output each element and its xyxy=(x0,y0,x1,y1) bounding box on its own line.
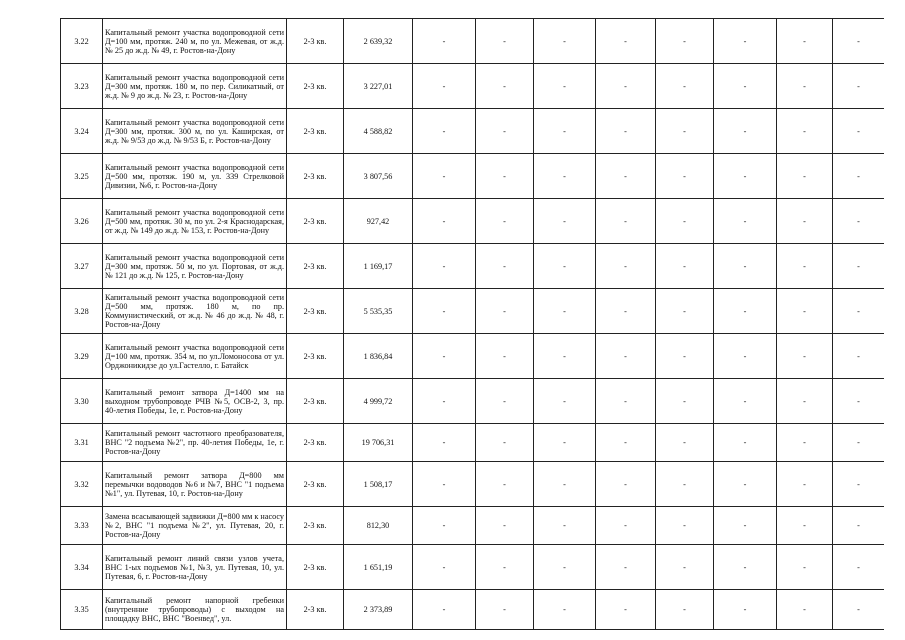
value-cell: - xyxy=(777,545,833,590)
value-cell: - xyxy=(476,109,534,154)
row-number-cell: 3.32 xyxy=(61,462,103,507)
value-cell: - xyxy=(596,462,656,507)
value-cell: - xyxy=(413,64,476,109)
work-description-cell: Капитальный ремонт линий связи узлов учета, ВНС 1-ых подъемов №1, №3, ул. Путевая, 10, ул. Путевая, 6, г. Ростов-на-Дону xyxy=(103,545,287,590)
amount-cell: 3 807,56 xyxy=(344,154,413,199)
value-cell: - xyxy=(476,244,534,289)
value-cell: - xyxy=(534,545,596,590)
value-cell: - xyxy=(656,154,714,199)
value-cell: - xyxy=(413,289,476,334)
amount-cell: 4 999,72 xyxy=(344,379,413,424)
row-number-cell: 3.24 xyxy=(61,109,103,154)
period-cell: 2-3 кв. xyxy=(287,424,344,462)
value-cell: - xyxy=(714,590,777,630)
row-number-cell: 3.30 xyxy=(61,379,103,424)
table-row xyxy=(61,590,885,630)
table-row xyxy=(61,462,885,507)
row-number-cell: 3.35 xyxy=(61,590,103,630)
work-description-cell: Капитальный ремонт затвора Д=800 мм перемычки водоводов №6 и №7, ВНС "1 подъема №1", ул. Путевая, 10, г. Ростов-на-Дону xyxy=(103,462,287,507)
amount-cell: 4 588,82 xyxy=(344,109,413,154)
row-number-cell: 3.31 xyxy=(61,424,103,462)
row-number-cell: 3.25 xyxy=(61,154,103,199)
period-cell: 2-3 кв. xyxy=(287,545,344,590)
value-cell: - xyxy=(777,19,833,64)
value-cell: - xyxy=(413,19,476,64)
value-cell: - xyxy=(413,590,476,630)
value-cell: - xyxy=(476,289,534,334)
value-cell: - xyxy=(714,462,777,507)
value-cell: - xyxy=(656,545,714,590)
value-cell: - xyxy=(714,64,777,109)
value-cell: - xyxy=(534,424,596,462)
period-cell: 2-3 кв. xyxy=(287,109,344,154)
value-cell: - xyxy=(833,289,885,334)
period-cell: 2-3 кв. xyxy=(287,334,344,379)
value-cell: - xyxy=(476,154,534,199)
amount-cell: 5 535,35 xyxy=(344,289,413,334)
value-cell: - xyxy=(596,545,656,590)
value-cell: - xyxy=(534,590,596,630)
amount-cell: 927,42 xyxy=(344,199,413,244)
value-cell: - xyxy=(476,64,534,109)
value-cell: - xyxy=(833,590,885,630)
value-cell: - xyxy=(476,424,534,462)
value-cell: - xyxy=(656,199,714,244)
period-cell: 2-3 кв. xyxy=(287,462,344,507)
amount-cell: 1 836,84 xyxy=(344,334,413,379)
value-cell: - xyxy=(413,334,476,379)
value-cell: - xyxy=(656,334,714,379)
value-cell: - xyxy=(833,379,885,424)
value-cell: - xyxy=(596,154,656,199)
value-cell: - xyxy=(714,379,777,424)
value-cell: - xyxy=(596,199,656,244)
value-cell: - xyxy=(714,334,777,379)
value-cell: - xyxy=(777,244,833,289)
row-number-cell: 3.27 xyxy=(61,244,103,289)
value-cell: - xyxy=(833,334,885,379)
value-cell: - xyxy=(476,199,534,244)
value-cell: - xyxy=(833,462,885,507)
amount-cell: 2 373,89 xyxy=(344,590,413,630)
value-cell: - xyxy=(833,199,885,244)
value-cell: - xyxy=(413,462,476,507)
value-cell: - xyxy=(596,590,656,630)
value-cell: - xyxy=(656,19,714,64)
value-cell: - xyxy=(656,64,714,109)
amount-cell: 19 706,31 xyxy=(344,424,413,462)
value-cell: - xyxy=(656,109,714,154)
value-cell: - xyxy=(534,154,596,199)
value-cell: - xyxy=(714,19,777,64)
value-cell: - xyxy=(534,289,596,334)
value-cell: - xyxy=(777,590,833,630)
value-cell: - xyxy=(534,462,596,507)
work-description-cell: Капитальный ремонт участка водопроводной сети Д=500 мм, протяж. 190 м, ул. 339 Стрелковой Дивизии, №6, г. Ростов-на-Дону xyxy=(103,154,287,199)
value-cell: - xyxy=(596,244,656,289)
value-cell: - xyxy=(413,109,476,154)
row-number-cell: 3.29 xyxy=(61,334,103,379)
work-description-cell: Капитальный ремонт напорной гребенки (внутренние трубопроводы) с выходом на площадку ВНС, ВНС "Военвед", ул. xyxy=(103,590,287,630)
value-cell: - xyxy=(777,462,833,507)
value-cell: - xyxy=(777,289,833,334)
value-cell: - xyxy=(413,545,476,590)
value-cell: - xyxy=(534,334,596,379)
row-number-cell: 3.33 xyxy=(61,507,103,545)
value-cell: - xyxy=(476,19,534,64)
table-body xyxy=(61,19,885,630)
value-cell: - xyxy=(777,64,833,109)
amount-cell: 1 651,19 xyxy=(344,545,413,590)
value-cell: - xyxy=(777,334,833,379)
value-cell: - xyxy=(833,154,885,199)
document-page xyxy=(60,18,884,640)
value-cell: - xyxy=(596,507,656,545)
row-number-cell: 3.34 xyxy=(61,545,103,590)
value-cell: - xyxy=(413,199,476,244)
repair-plan-table xyxy=(60,18,884,630)
work-description-cell: Капитальный ремонт участка водопроводной сети Д=500 мм, протяж. 30 м, по ул. 2-я Краснодарская, от ж.д. № 149 до ж.д. № 153, г. Ростов-на-Дону xyxy=(103,199,287,244)
value-cell: - xyxy=(534,109,596,154)
value-cell: - xyxy=(534,19,596,64)
work-description-cell: Капитальный ремонт затвора Д=1400 мм на выходном трубопроводе РЧВ №5, ОСВ-2, 3, пр. 40-летия Победы, 1е, г. Ростов-на-Дону xyxy=(103,379,287,424)
table-row xyxy=(61,507,885,545)
period-cell: 2-3 кв. xyxy=(287,64,344,109)
value-cell: - xyxy=(714,109,777,154)
value-cell: - xyxy=(833,19,885,64)
value-cell: - xyxy=(596,64,656,109)
value-cell: - xyxy=(413,507,476,545)
work-description-cell: Капитальный ремонт частотного преобразователя, ВНС "2 подъема №2", пр. 40-летия Победы, 1е, г. Ростов-на-Дону xyxy=(103,424,287,462)
table-row xyxy=(61,289,885,334)
table-row xyxy=(61,424,885,462)
value-cell: - xyxy=(413,424,476,462)
value-cell: - xyxy=(833,244,885,289)
value-cell: - xyxy=(476,545,534,590)
value-cell: - xyxy=(476,507,534,545)
period-cell: 2-3 кв. xyxy=(287,507,344,545)
value-cell: - xyxy=(656,462,714,507)
value-cell: - xyxy=(534,199,596,244)
value-cell: - xyxy=(714,545,777,590)
value-cell: - xyxy=(413,379,476,424)
work-description-cell: Капитальный ремонт участка водопроводной сети Д=500 мм, протяж. 180 м, по пр. Коммунистический, от ж.д. № 46 до ж.д. № 48, г. Ростов-на-Дону xyxy=(103,289,287,334)
value-cell: - xyxy=(777,507,833,545)
row-number-cell: 3.26 xyxy=(61,199,103,244)
value-cell: - xyxy=(596,424,656,462)
value-cell: - xyxy=(777,379,833,424)
value-cell: - xyxy=(413,244,476,289)
table-row xyxy=(61,154,885,199)
value-cell: - xyxy=(833,507,885,545)
value-cell: - xyxy=(833,109,885,154)
value-cell: - xyxy=(596,19,656,64)
period-cell: 2-3 кв. xyxy=(287,154,344,199)
value-cell: - xyxy=(656,244,714,289)
value-cell: - xyxy=(534,244,596,289)
period-cell: 2-3 кв. xyxy=(287,590,344,630)
period-cell: 2-3 кв. xyxy=(287,289,344,334)
work-description-cell: Капитальный ремонт участка водопроводной сети Д=300 мм, протяж. 300 м, по ул. Каширская, от ж.д. № 9/53 до ж.д. № 9/53 Б, г. Ростов-на-Дону xyxy=(103,109,287,154)
value-cell: - xyxy=(534,507,596,545)
value-cell: - xyxy=(656,507,714,545)
amount-cell: 3 227,01 xyxy=(344,64,413,109)
value-cell: - xyxy=(656,379,714,424)
table-row xyxy=(61,64,885,109)
row-number-cell: 3.23 xyxy=(61,64,103,109)
value-cell: - xyxy=(476,334,534,379)
value-cell: - xyxy=(534,379,596,424)
value-cell: - xyxy=(714,154,777,199)
table-row xyxy=(61,109,885,154)
work-description-cell: Капитальный ремонт участка водопроводной сети Д=300 мм, протяж. 180 м, по пер. Силикатный, от ж.д. № 9 до ж.д. № 23, г. Ростов-на-Дону xyxy=(103,64,287,109)
amount-cell: 812,30 xyxy=(344,507,413,545)
value-cell: - xyxy=(656,289,714,334)
value-cell: - xyxy=(777,154,833,199)
work-description-cell: Капитальный ремонт участка водопроводной сети Д=100 мм, протяж. 240 м, по ул. Межевая, от ж.д. № 25 до ж.д. № 49, г. Ростов-на-Дону xyxy=(103,19,287,64)
value-cell: - xyxy=(656,424,714,462)
table-row xyxy=(61,379,885,424)
value-cell: - xyxy=(596,379,656,424)
amount-cell: 1 508,17 xyxy=(344,462,413,507)
value-cell: - xyxy=(714,199,777,244)
value-cell: - xyxy=(656,590,714,630)
period-cell: 2-3 кв. xyxy=(287,379,344,424)
amount-cell: 2 639,32 xyxy=(344,19,413,64)
value-cell: - xyxy=(714,424,777,462)
period-cell: 2-3 кв. xyxy=(287,244,344,289)
row-number-cell: 3.28 xyxy=(61,289,103,334)
value-cell: - xyxy=(476,590,534,630)
value-cell: - xyxy=(833,545,885,590)
work-description-cell: Капитальный ремонт участка водопроводной сети Д=100 мм, протяж. 354 м, по ул.Ломоносова от ул. Орджоникидзе до ул.Гастелло, г. Батайск xyxy=(103,334,287,379)
value-cell: - xyxy=(777,424,833,462)
value-cell: - xyxy=(596,334,656,379)
value-cell: - xyxy=(596,109,656,154)
value-cell: - xyxy=(714,244,777,289)
value-cell: - xyxy=(476,379,534,424)
value-cell: - xyxy=(413,154,476,199)
work-description-cell: Капитальный ремонт участка водопроводной сети Д=300 мм, протяж. 50 м, по ул. Портовая, от ж.д. № 121 до ж.д. № 125, г. Ростов-на-Дону xyxy=(103,244,287,289)
period-cell: 2-3 кв. xyxy=(287,19,344,64)
table-row xyxy=(61,244,885,289)
amount-cell: 1 169,17 xyxy=(344,244,413,289)
table-row xyxy=(61,199,885,244)
table-row xyxy=(61,334,885,379)
value-cell: - xyxy=(714,289,777,334)
value-cell: - xyxy=(777,109,833,154)
table-row xyxy=(61,19,885,64)
value-cell: - xyxy=(777,199,833,244)
period-cell: 2-3 кв. xyxy=(287,199,344,244)
table-row xyxy=(61,545,885,590)
value-cell: - xyxy=(534,64,596,109)
value-cell: - xyxy=(833,64,885,109)
value-cell: - xyxy=(833,424,885,462)
value-cell: - xyxy=(596,289,656,334)
value-cell: - xyxy=(714,507,777,545)
row-number-cell: 3.22 xyxy=(61,19,103,64)
work-description-cell: Замена всасывающей задвижки Д=800 мм к насосу №2, ВНС "1 подъема №2", ул. Путевая, 20, г. Ростов-на-Дону xyxy=(103,507,287,545)
value-cell: - xyxy=(476,462,534,507)
